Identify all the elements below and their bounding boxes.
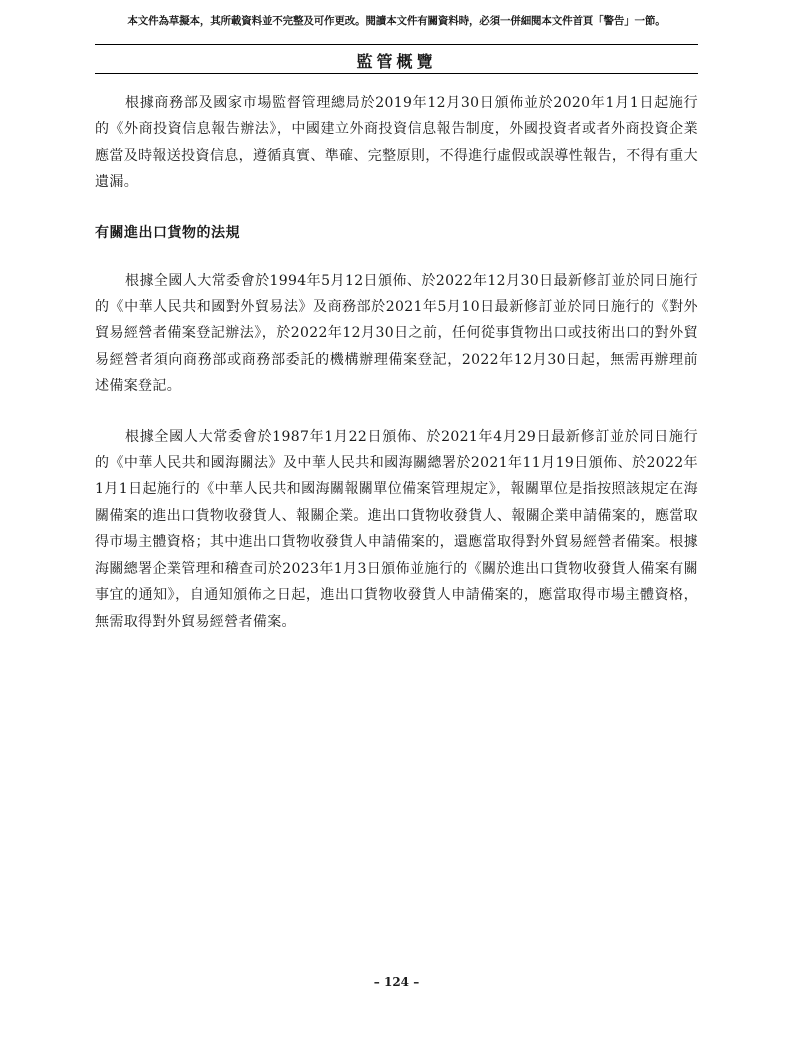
paragraph-foreign-trade-law: 根據全國人大常委會於1994年5月12日頒佈、於2022年12月30日最新修訂並於同日施行的《中華人民共和國對外貿易法》及商務部於2021年5月10日最新修訂並於同日施行的《對外貿易經營者備案登記辦法》，於2022年12月30日之前，任何從事貨物出口或技術出口的對外貿易經營者須向商務部或商務部委託的機構辦理備案登記，2022年12月30日起，無需再辦理前述備案登記。: [95, 272, 698, 395]
draft-warning-notice: 本文件為草擬本，其所載資料並不完整及可作更改。閱讀本文件有關資料時，必須一併細閱本文件首頁「警告」一節。: [127, 15, 666, 27]
paragraph-foreign-investment-reporting: 根據商務部及國家市場監督管理總局於2019年12月30日頒佈並於2020年1月1日起施行的《外商投資信息報告辦法》，中國建立外商投資信息報告制度，外國投資者或者外商投資企業應當及時報送投資信息，遵循真實、準確、完整原則，不得進行虛假或誤導性報告，不得有重大遺漏。: [95, 95, 698, 191]
header-top-rule: [95, 44, 698, 45]
page-number: – 124 –: [373, 975, 420, 989]
section-title: 監管概覽: [356, 52, 437, 71]
subheading-import-export-regulations: 有關進出口貨物的法規: [95, 224, 240, 241]
paragraph-customs-law: 根據全國人大常委會於1987年1月22日頒佈、於2021年4月29日最新修訂並於同日施行的《中華人民共和國海關法》及中華人民共和國海關總署於2021年11月19日頒佈、於2022年1月1日起施行的《中華人民共和國海關報關單位備案管理規定》，報關單位是指按照該規定在海關備案的進出口貨物收發貨人、報關企業。進出口貨物收發貨人、報關企業申請備案的，應當取得市場主體資格；其中進出口貨物收發貨人申請備案的，還應當取得對外貿易經營者備案。根據海關總署企業管理和稽查司於2023年1月3日頒佈並施行的《關於進出口貨物收發貨人備案有關事宜的通知》，自通知頒佈之日起，進出口貨物收發貨人申請備案的，應當取得市場主體資格，無需取得對外貿易經營者備案。: [95, 428, 698, 630]
header-bottom-rule: [95, 73, 698, 74]
document-body: [95, 90, 698, 635]
